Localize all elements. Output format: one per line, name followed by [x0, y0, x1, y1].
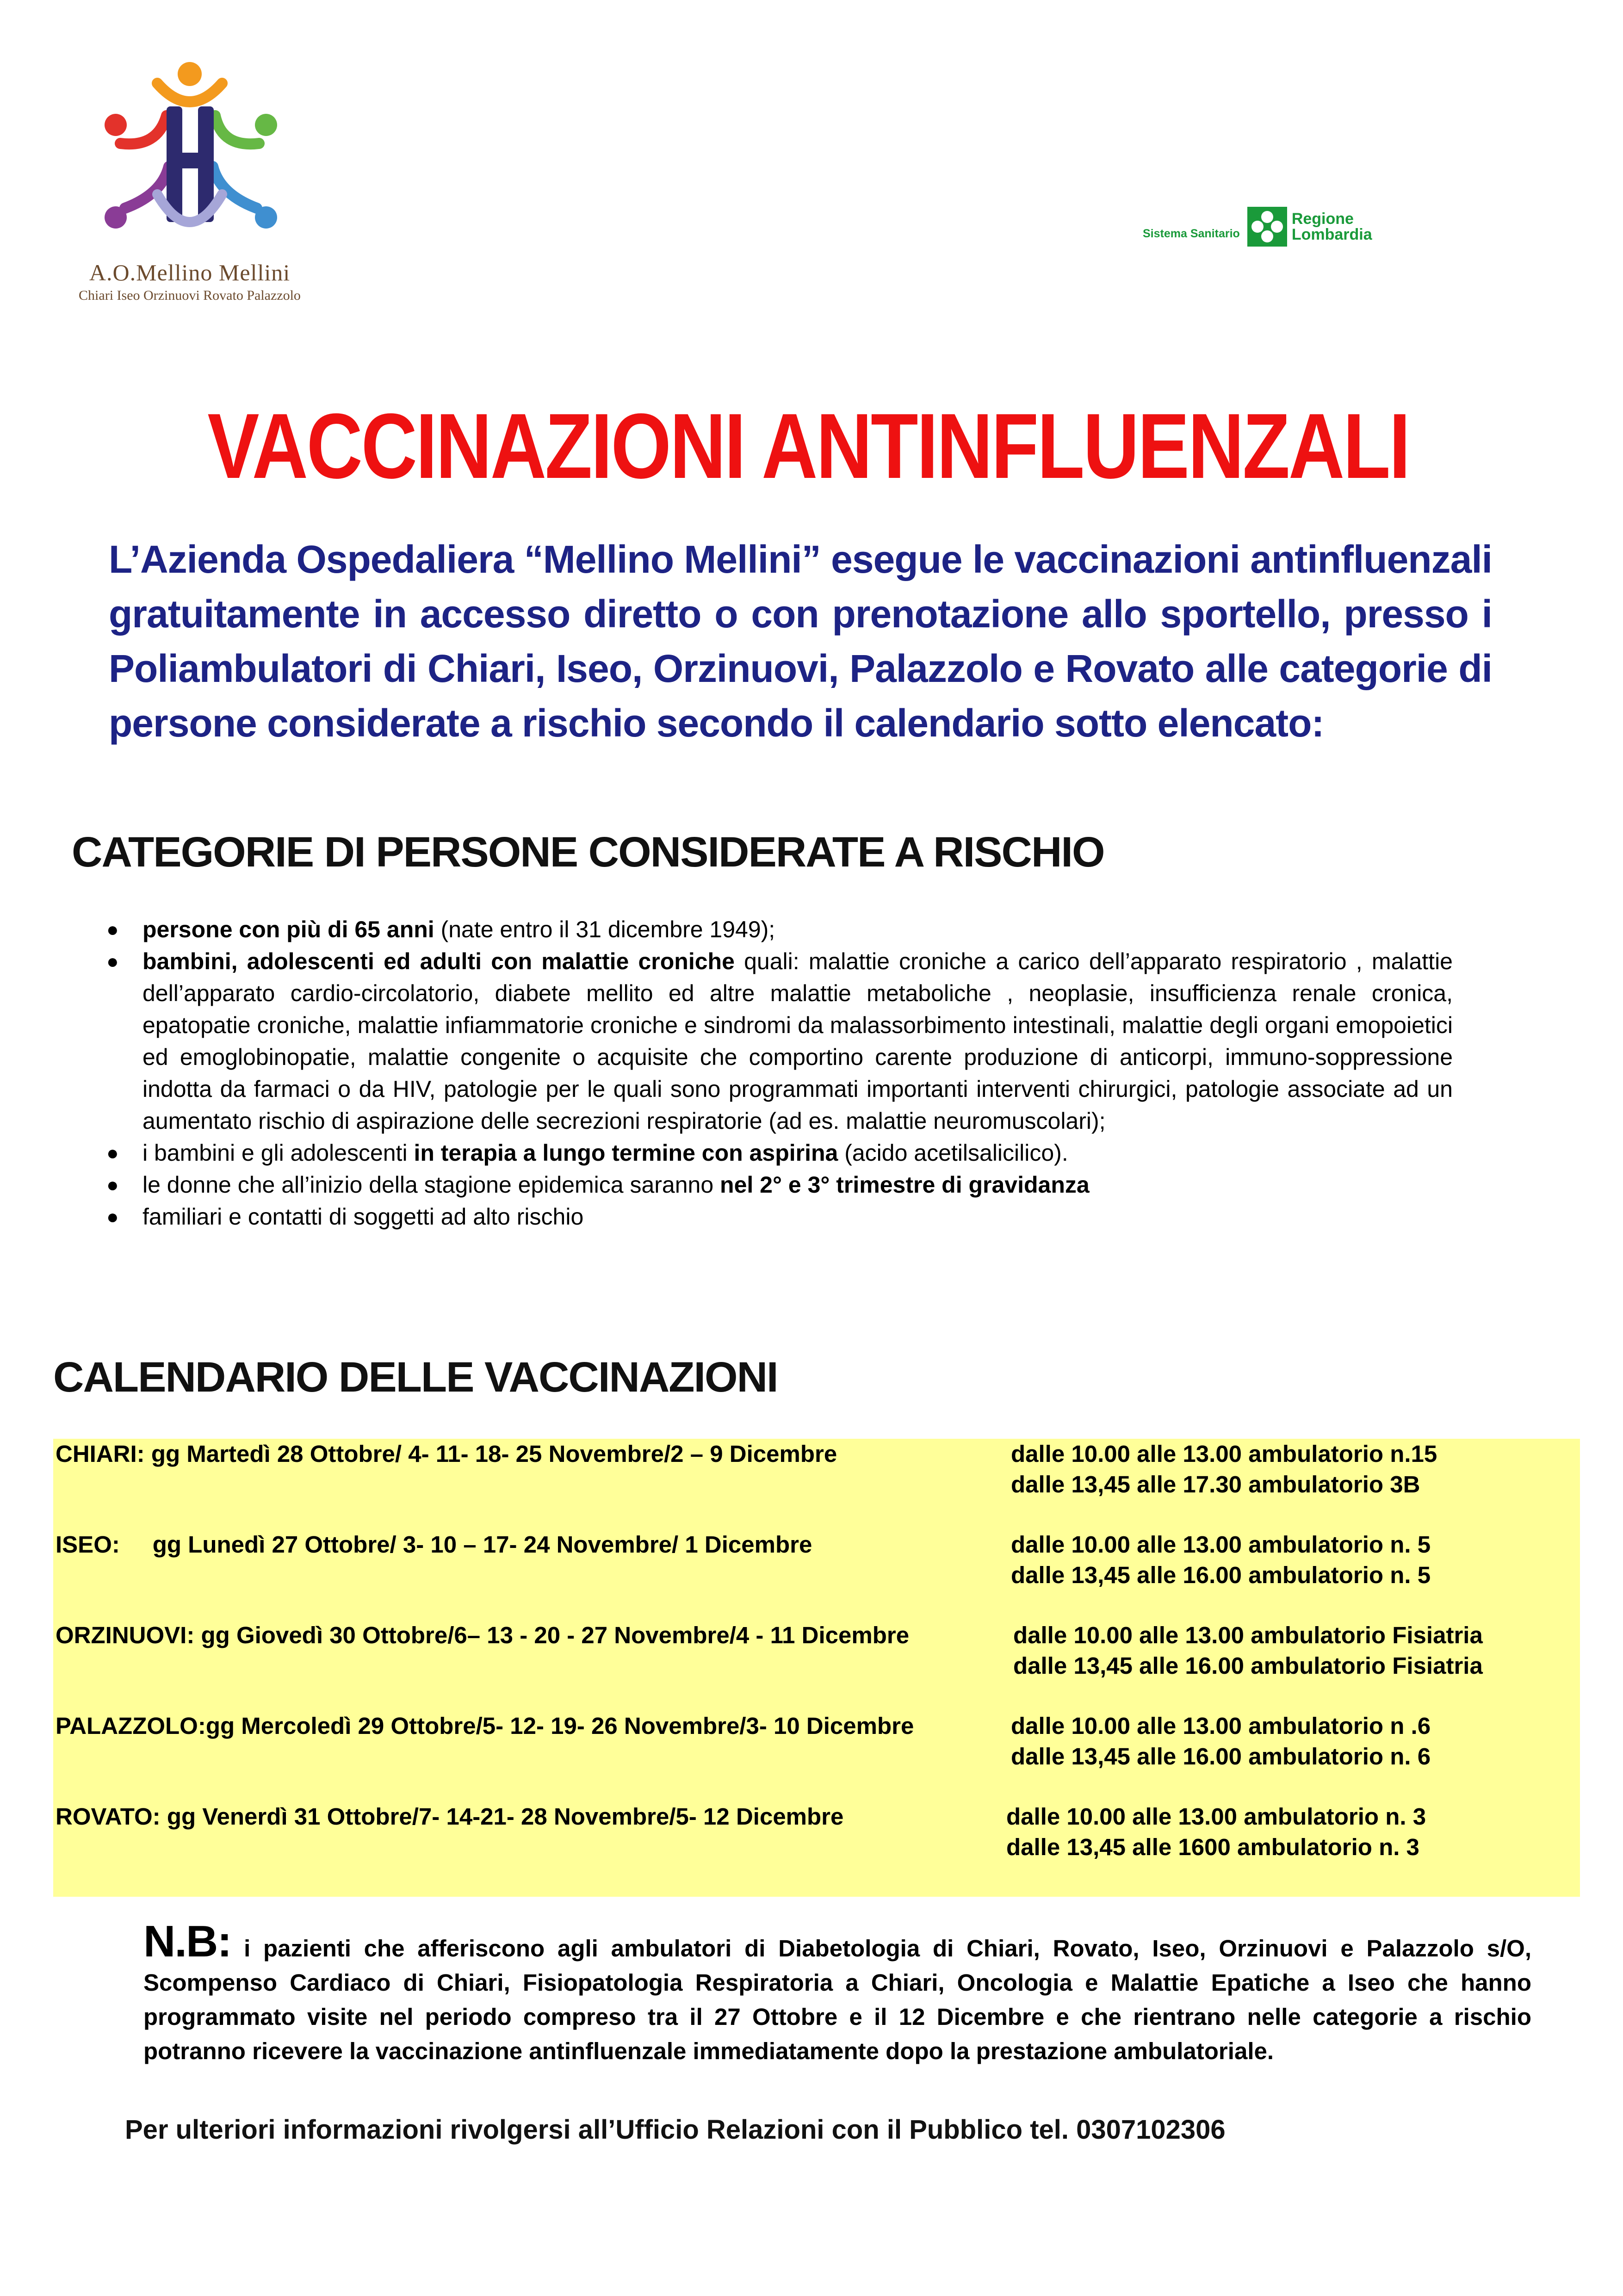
item-text: (nate entro il 31 dicembre 1949); — [434, 916, 775, 942]
footer-contact: Per ulteriori informazioni rivolgersi all’Ufficio Relazioni con il Pubblico tel. 0307102306 — [125, 2115, 1226, 2145]
bullet-icon: ● — [106, 1142, 119, 1164]
list-item — [106, 914, 1453, 946]
calendar-section-title: CALENDARIO DELLE VACCINAZIONI — [53, 1354, 778, 1401]
item-bold: bambini, adolescenti ed adulti con malattie croniche — [142, 948, 735, 974]
row-slot-afternoon: dalle 13,45 alle 16.00 ambulatorio n. 5 — [1011, 1562, 1431, 1588]
bullet-icon: ● — [106, 918, 119, 941]
region-cross-icon — [1247, 207, 1287, 247]
org-towns: Chiari Iseo Orzinuovi Rovato Palazzolo — [79, 288, 301, 303]
system-label: Sistema Sanitario — [1143, 227, 1240, 240]
row-dates: ISEO: gg Lunedì 27 Ottobre/ 3- 10 – 17- 24 Novembre/ 1 Dicembre — [56, 1531, 812, 1558]
row-dates: PALAZZOLO:gg Mercoledì 29 Ottobre/5- 12- 19- 26 Novembre/3- 10 Dicembre — [56, 1713, 914, 1739]
item-bold: nel 2° e 3° trimestre di gravidanza — [720, 1172, 1090, 1198]
list-item — [106, 946, 1453, 1137]
intro-paragraph: L’Azienda Ospedaliera “Mellino Mellini” esegue le vaccinazioni antinfluenzali gratuitamente in accesso diretto o con prenotazione allo sportello, presso i Poliambulatori di Chiari, Iseo, Orzinuovi, Palazzolo e Rovato alle categorie di persone considerate a rischio secondo il calendario sotto elencato: — [109, 538, 1492, 745]
region-line-2: Lombardia — [1291, 226, 1372, 243]
nb-note — [143, 1917, 1531, 2068]
risk-list — [106, 914, 1453, 1233]
region-logo — [1143, 201, 1372, 252]
row-slot-afternoon: dalle 13,45 alle 16.00 ambulatorio Fisiatria — [1013, 1652, 1483, 1679]
page-title: VACCINAZIONI ANTINFLUENZALI — [207, 395, 1409, 498]
row-slot-morning: dalle 10.00 alle 13.00 ambulatorio n. 5 — [1011, 1531, 1431, 1558]
region-line-1: Regione — [1291, 210, 1354, 228]
item-pre: i bambini e gli adolescenti — [142, 1140, 414, 1166]
row-dates: ROVATO: gg Venerdì 31 Ottobre/7- 14-21- 28 Novembre/5- 12 Dicembre — [56, 1803, 844, 1830]
row-dates: ORZINUOVI: gg Giovedì 30 Ottobre/6– 13 - 20 - 27 Novembre/4 - 11 Dicembre — [56, 1622, 910, 1648]
hospital-logo-icon — [88, 56, 291, 254]
item-text: quali: malattie croniche a carico dell’apparato respiratorio , malattie dell’apparato cardio-circolatorio, diabete mellito ed altre malattie metaboliche , neoplasie, insufficienza renale cronica, epatopatie croniche, malattie infiammatorie croniche e sindromi da malassorbimento intestinali, malattie degli organi emopoietici ed emoglobinopatie, malattie congenite o acquisite che comportino carente produzione di anticorpi, immuno-soppressione indotta da farmaci o da HIV, patologie per le quali sono programmati importanti interventi chirurgici, patologie associate ad un aumentato rischio di aspirazione delle secrezioni respiratorie (ad es. malattie neuromuscolari); — [142, 948, 1453, 1134]
row-slot-morning: dalle 10.00 alle 13.00 ambulatorio n.15 — [1011, 1441, 1437, 1467]
row-slot-morning: dalle 10.00 alle 13.00 ambulatorio n .6 — [1011, 1713, 1431, 1739]
item-pre: familiari e contatti di soggetti ad alto rischio — [142, 1204, 584, 1230]
item-text: (acido acetilsalicilico). — [838, 1140, 1068, 1166]
bullet-icon: ● — [106, 950, 119, 973]
list-item — [106, 1201, 1453, 1233]
item-pre: le donne che all’inizio della stagione epidemica saranno — [142, 1172, 720, 1198]
list-item — [106, 1137, 1453, 1169]
list-item — [106, 1169, 1453, 1201]
hospital-logo — [69, 56, 310, 333]
bullet-icon: ● — [106, 1206, 119, 1228]
calendar-table — [53, 1439, 1580, 1897]
row-slot-afternoon: dalle 13,45 alle 16.00 ambulatorio n. 6 — [1011, 1743, 1431, 1770]
row-slot-morning: dalle 10.00 alle 13.00 ambulatorio Fisiatria — [1013, 1622, 1483, 1648]
row-slot-morning: dalle 10.00 alle 13.00 ambulatorio n. 3 — [1006, 1803, 1426, 1830]
item-bold: in terapia a lungo termine con aspirina — [414, 1140, 838, 1166]
item-bold: persone con più di 65 anni — [142, 916, 434, 942]
row-slot-afternoon: dalle 13,45 alle 1600 ambulatorio n. 3 — [1006, 1834, 1419, 1860]
row-dates: CHIARI: gg Martedì 28 Ottobre/ 4- 11- 18- 25 Novembre/2 – 9 Dicembre — [56, 1441, 837, 1467]
region-name — [1292, 211, 1372, 242]
bullet-icon: ● — [106, 1174, 119, 1196]
nb-text: i pazienti che afferiscono agli ambulatori di Diabetologia di Chiari, Rovato, Iseo, Orzinuovi e Palazzolo s/O, Scompenso Cardiaco di Chiari, Fisiopatologia Respiratoria a Chiari, Oncologia e Malattie Epatiche a Iseo che hanno programmato visite nel periodo compreso tra il 27 Ottobre e il 12 Dicembre e che rientrano nelle categorie a rischio potranno ricevere la vaccinazione antinfluenzale immediatamente dopo la prestazione ambulatoriale. — [143, 1935, 1531, 2064]
row-slot-afternoon: dalle 13,45 alle 17.30 ambulatorio 3B — [1011, 1471, 1420, 1498]
nb-label: N.B: — [143, 1917, 231, 1966]
risk-section-title: CATEGORIE DI PERSONE CONSIDERATE A RISCHIO — [72, 829, 1104, 876]
org-name: A.O.Mellino Mellini — [89, 260, 291, 285]
